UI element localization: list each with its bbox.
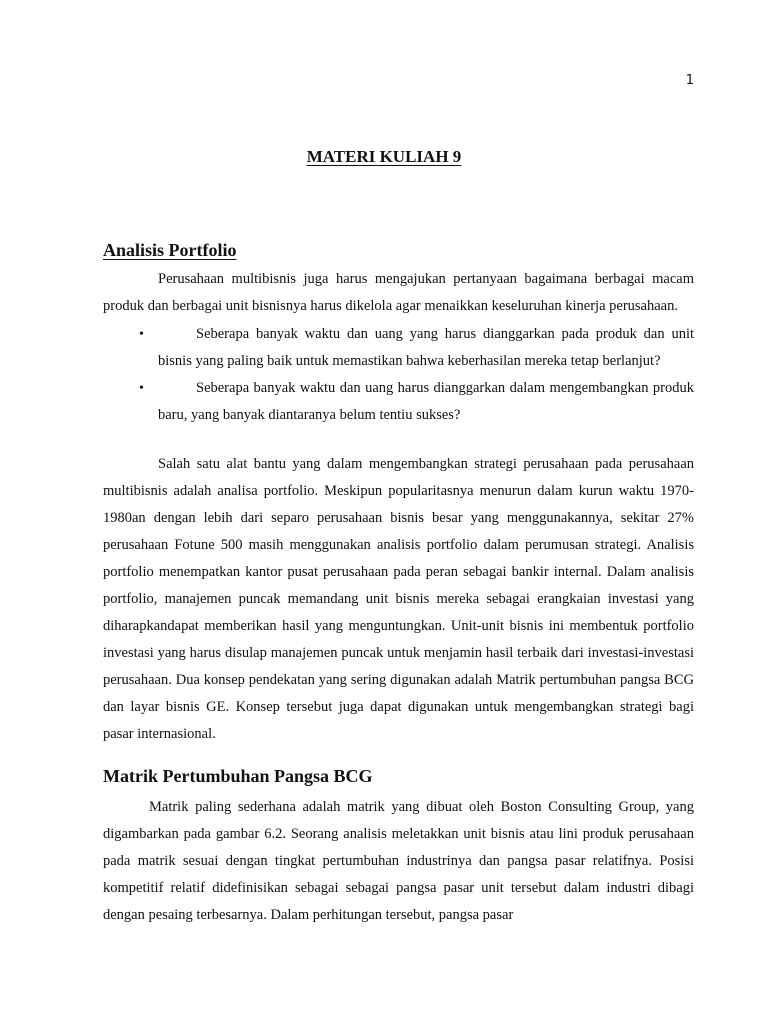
document-title: MATERI KULIAH 9 [306,147,462,166]
bcg-matrix-paragraph: Matrik paling sederhana adalah matrik yang dibuat oleh Boston Consulting Group, yang digambarkan pada gambar 6.2. Seorang analisis meletakkan unit bisnis atau lini produk perusahaan pada matrik sesuai dengan tingkat pertumbuhan industrinya dan pangsa pasar relatifnya. Posisi kompetitif relatif didefinisikan sebagai sebagai pangsa pasar unit tersebut dalam industri dibagi dengan pesaing terbesarnya. Dalam perhitungan tersebut, pangsa pasar [103,799,694,923]
list-item [103,321,694,375]
bullet-icon: • [139,381,144,396]
section-heading-bcg-matrix: Matrik Pertumbuhan Pangsa BCG [103,766,373,786]
list-item [103,375,694,429]
bullet-icon: • [139,327,144,342]
list-item-text: Seberapa banyak waktu dan uang harus dianggarkan dalam mengembangkan produk baru, yang banyak diantaranya belum tentiu sukses? [158,380,694,423]
page-number: 1 [685,73,694,88]
list-item-text: Seberapa banyak waktu dan uang yang harus dianggarkan pada produk dan unit bisnis yang paling baik untuk memastikan bahwa keberhasilan mereka tetap berlanjut? [158,326,694,369]
intro-paragraph: Perusahaan multibisnis juga harus mengajukan pertanyaan bagaimana berbagai macam produk dan berbagai unit bisnisnya harus dikelola agar menaikkan keseluruhan kinerja perusahaan. [103,271,694,314]
portfolio-analysis-paragraph: Salah satu alat bantu yang dalam mengembangkan strategi perusahaan pada perusahaan multibisnis adalah analisa portfolio. Meskipun popularitasnya menurun dalam kurun waktu 1970-1980an dengan lebih dari separo perusahaan bisnis besar yang menggunakannya, sekitar 27% perusahaan Fotune 500 masih menggunakan analisis portfolio dalam perumusan strategi. Analisis portfolio menempatkan kantor pusat perusahaan pada peran sebagai bankir internal. Dalam analisis portfolio, manajemen puncak memandang unit bisnis mereka sebagai erangkaian investasi yang diharapkandapat memberikan hasil yang menguntungkan. Unit-unit bisnis ini membentuk portfolio investasi yang harus disulap manajemen puncak untuk menjamin hasil terbaik dari investasi-investasi perusahaan. Dua konsep pendekatan yang sering digunakan adalah Matrik pertumbuhan pangsa BCG dan layar bisnis GE. Konsep tersebut juga dapat digunakan untuk mengembangkan strategi bagi pasar internasional. [103,456,694,742]
document-body [103,238,694,929]
section-heading-analisis-portfolio: Analisis Portfolio [103,240,237,260]
question-list [103,321,694,429]
